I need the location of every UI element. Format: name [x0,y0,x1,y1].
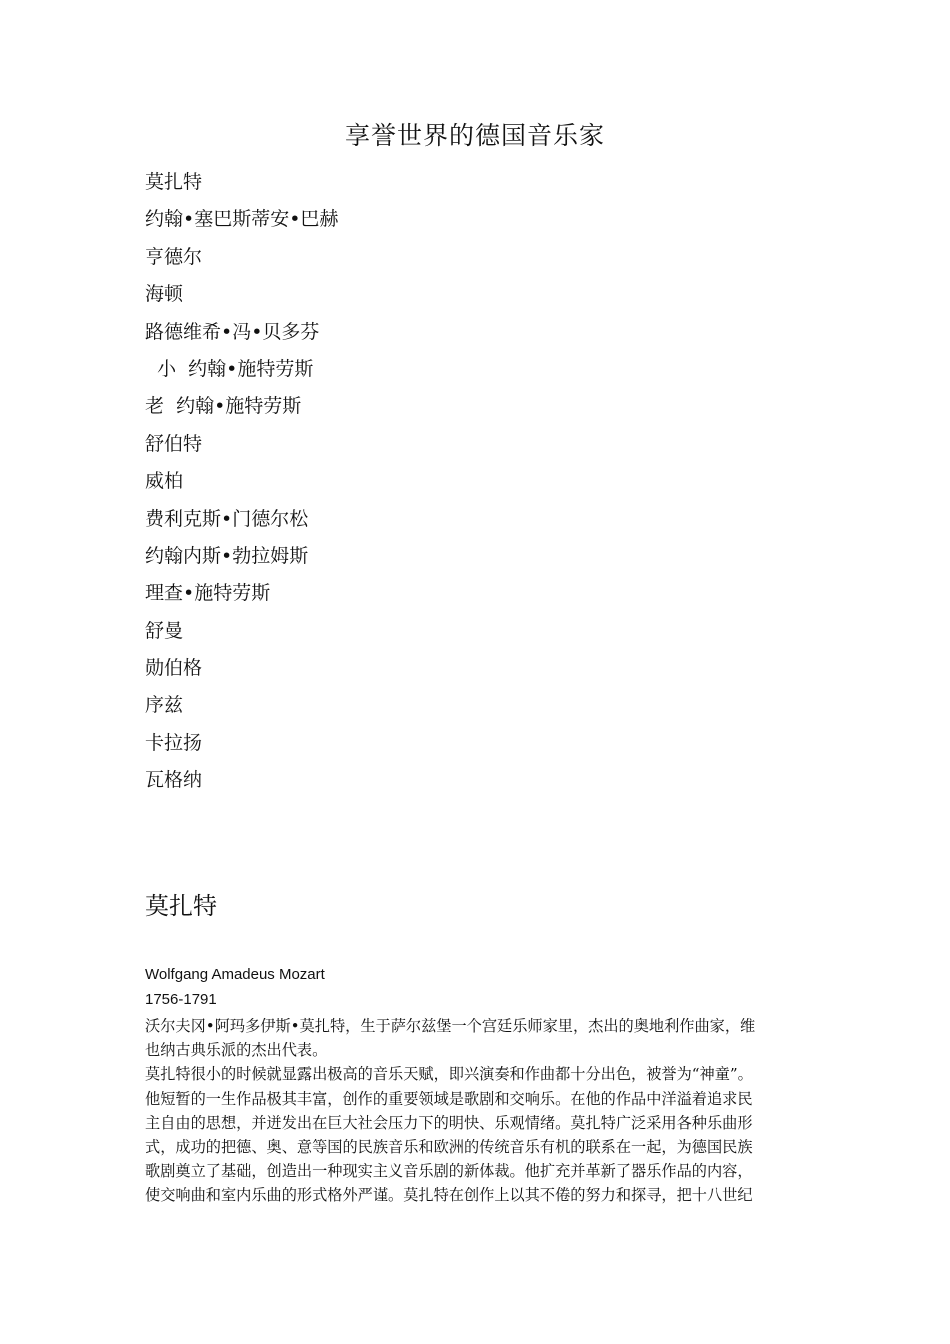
section-heading: 莫扎特 [145,892,217,920]
list-item: 约翰•塞巴斯蒂安•巴赫 [145,208,339,231]
list-item: 小 约翰•施特劳斯 [145,357,314,380]
text-line: 沃尔夫冈•阿玛多伊斯•莫扎特，生于萨尔兹堡一个宫廷乐师家里，杰出的奥地利作曲家，维 [145,1017,756,1035]
list-item: 路德维希•冯•贝多芬 [145,320,320,343]
text-line: 也纳古典乐派的杰出代表。 [145,1041,328,1060]
list-item: 舒伯特 [145,432,203,455]
latin-name: Wolfgang Amadeus Mozart [145,966,325,983]
list-item: 舒曼 [145,619,184,642]
document-title: 享誉世界的德国音乐家 [344,121,605,150]
musician-list [145,168,338,804]
list-item: 卡拉扬 [145,731,203,754]
biography-paragraph [145,1014,808,1208]
text-line: 使交响曲和室内乐曲的形式格外严谨。莫扎特在创作上以其不倦的努力和探寻，把十八世纪 [145,1186,753,1205]
list-item: 理查•施特劳斯 [145,582,271,605]
list-item: 费利克斯•门德尔松 [145,507,309,530]
list-item: 威柏 [145,470,184,493]
list-item: 海顿 [145,283,184,306]
list-item: 约翰内斯•勃拉姆斯 [145,544,309,567]
list-item: 勋伯格 [145,657,203,680]
list-item: 瓦格纳 [145,769,203,792]
list-item: 莫扎特 [145,171,203,193]
text-line: 歌剧奠立了基础，创造出一种现实主义音乐剧的新体裁。他扩充并革新了器乐作品的内容， [145,1162,753,1181]
life-years: 1756-1791 [145,991,217,1008]
list-item: 老 约翰•施特劳斯 [145,395,302,418]
text-line: 主自由的思想，并迸发出在巨大社会压力下的明快、乐观情绪。莫扎特广泛采用各种乐曲形 [145,1113,753,1132]
text-line: 式，成功的把德、奥、意等国的民族音乐和欧洲的传统音乐有机的联系在一起，为德国民族 [145,1137,753,1156]
list-item: 亨德尔 [145,245,203,268]
text-line: 他短暂的一生作品极其丰富，创作的重要领域是歌剧和交响乐。在他的作品中洋溢着追求民 [145,1089,753,1108]
list-item: 序兹 [145,694,184,717]
text-line: 莫扎特很小的时候就显露出极高的音乐天赋，即兴演奏和作曲都十分出色，被誉为“神童”。 [145,1065,753,1084]
